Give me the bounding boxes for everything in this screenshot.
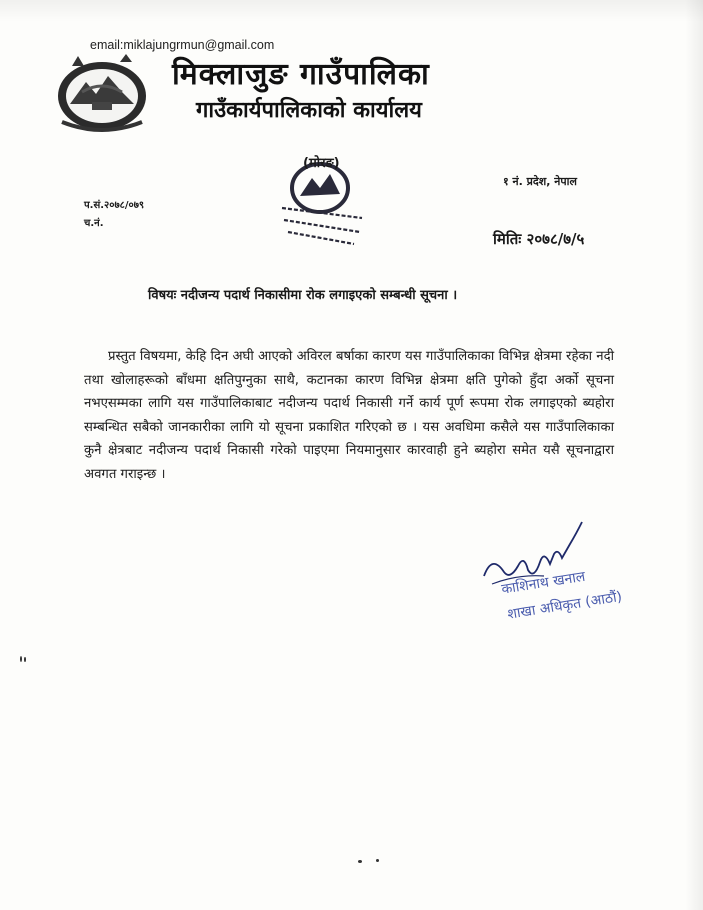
chalani-number: च.नं. [84,218,104,229]
scan-speck [376,859,379,862]
district-place: (मोरङ) [303,156,340,171]
scan-speck [20,656,22,662]
office-subtitle: गाउँकार्यपालिकाको कार्यालय [196,98,422,123]
municipality-title: मिक्लाजुङ गाउँपालिका [172,57,430,92]
office-email: email:miklajungrmun@gmail.com [90,38,275,52]
letter-subject: विषयः नदीजन्य पदार्थ निकासीमा रोक लगाइएको सम्बन्धी सूचना । [148,288,458,303]
nepal-emblem-logo-icon [52,52,152,134]
scan-speck [358,860,362,863]
signatory-name: काशिनाथ खनाल [500,568,587,598]
signatory-title: शाखा अधिकृत (आठौं) [506,588,624,623]
scan-shadow-edge [685,0,703,910]
scan-speck [24,657,26,662]
notice-body: प्रस्तुत विषयमा, केहि दिन अघी आएको अविरल बर्षाका कारण यस गाउँपालिकाका विभिन्न क्षेत्रमा रहेका नदी तथा खोलाहरूको बाँधमा क्षतिपुग्नुका साथै, कटानका कारण विभिन्न क्षेत्रमा क्षति पुगेको हुँदा अर्को सूचना नभएसम्मका लागि यस गाउँपालिकाबाट नदीजन्य पदार्थ निकासी गर्ने कार्य पूर्ण रूपमा रोक लगाइएको ब्यहोरा सम्बन्धित सबैको जानकारीका लागि यो सूचना प्रकाशित गरिएको छ । यस अवधिमा कसैले यस गाउँपालिकाका कुनै क्षेत्रबाट नदीजन्य पदार्थ निकासी गरेको पाइएमा नियमानुसार कारवाही हुने ब्यहोरा समेत यसै सूचनाद्वारा अवगत गराइन्छ । [84,349,614,482]
patra-sankhya: प.सं.२०७८/०७९ [84,200,145,211]
letter-date: मितिः २०७८/७/५ [493,230,585,248]
province-address: १ नं. प्रदेश, नेपाल [503,175,577,188]
scan-shadow-top [0,0,703,22]
